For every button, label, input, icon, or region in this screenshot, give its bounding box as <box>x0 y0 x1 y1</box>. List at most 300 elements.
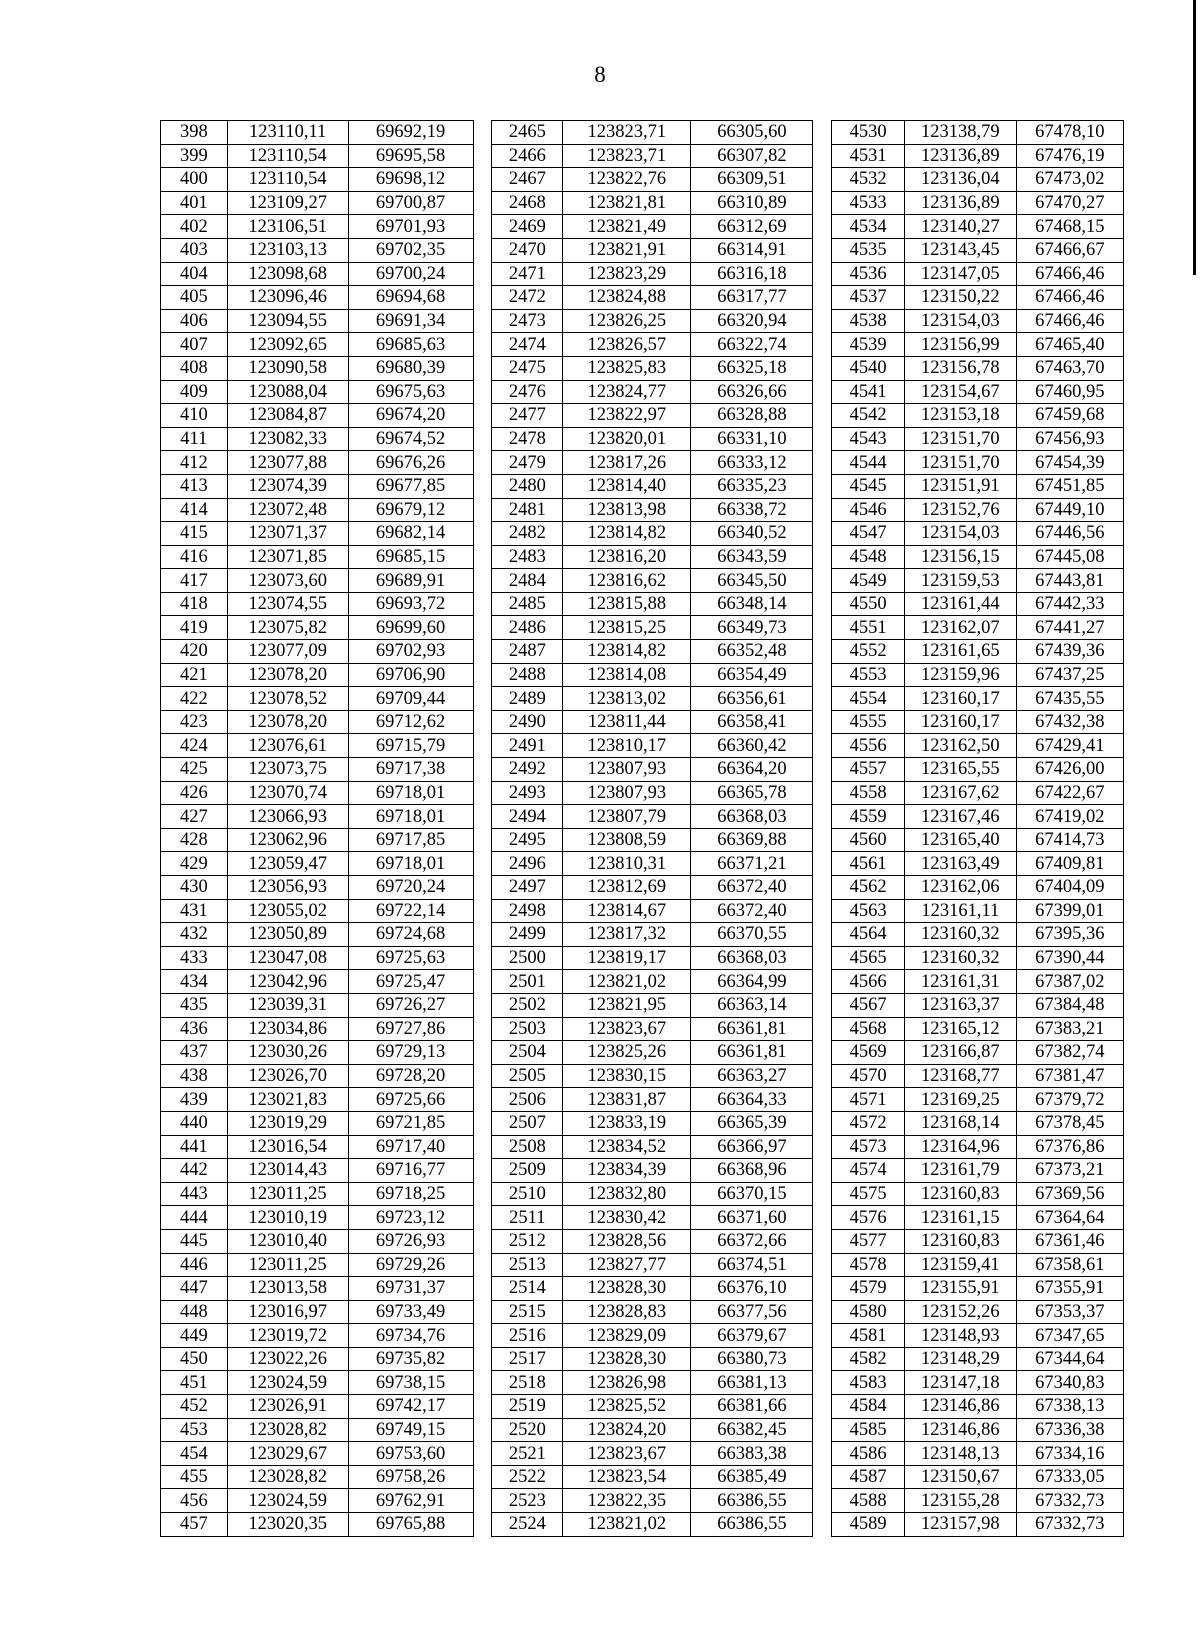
point-number-cell: 2494 <box>492 805 563 829</box>
table-row <box>161 1064 1124 1088</box>
point-number-cell: 2468 <box>492 191 563 215</box>
y-coordinate-cell: 69717,40 <box>348 1135 473 1159</box>
x-coordinate-cell: 123074,55 <box>227 592 348 616</box>
point-number-cell: 4549 <box>832 569 905 593</box>
point-number-cell: 4551 <box>832 616 905 640</box>
y-coordinate-cell: 66326,66 <box>691 380 813 404</box>
x-coordinate-cell: 123070,74 <box>227 781 348 805</box>
x-coordinate-cell: 123823,67 <box>563 1442 691 1466</box>
x-coordinate-cell: 123050,89 <box>227 923 348 947</box>
point-number-cell: 429 <box>161 852 228 876</box>
point-number-cell: 4552 <box>832 640 905 664</box>
y-coordinate-cell: 67378,45 <box>1016 1111 1123 1135</box>
x-coordinate-cell: 123160,32 <box>905 923 1017 947</box>
point-number-cell: 2496 <box>492 852 563 876</box>
y-coordinate-cell: 66309,51 <box>691 168 813 192</box>
y-coordinate-cell: 69700,24 <box>348 262 473 286</box>
point-number-cell: 2471 <box>492 262 563 286</box>
column-group-separator <box>813 238 832 262</box>
column-group-separator <box>473 1206 492 1230</box>
point-number-cell: 4555 <box>832 710 905 734</box>
point-number-cell: 2510 <box>492 1182 563 1206</box>
y-coordinate-cell: 67399,01 <box>1016 899 1123 923</box>
table-row <box>161 876 1124 900</box>
table-row <box>161 1347 1124 1371</box>
column-group-separator <box>813 663 832 687</box>
x-coordinate-cell: 123151,91 <box>905 474 1017 498</box>
y-coordinate-cell: 69717,38 <box>348 758 473 782</box>
point-number-cell: 398 <box>161 121 228 145</box>
x-coordinate-cell: 123148,13 <box>905 1442 1017 1466</box>
x-coordinate-cell: 123146,86 <box>905 1395 1017 1419</box>
x-coordinate-cell: 123164,96 <box>905 1135 1017 1159</box>
point-number-cell: 419 <box>161 616 228 640</box>
column-group-separator <box>473 1347 492 1371</box>
column-group-separator <box>473 1064 492 1088</box>
y-coordinate-cell: 69753,60 <box>348 1442 473 1466</box>
x-coordinate-cell: 123823,71 <box>563 144 691 168</box>
x-coordinate-cell: 123077,88 <box>227 451 348 475</box>
y-coordinate-cell: 69677,85 <box>348 474 473 498</box>
x-coordinate-cell: 123039,31 <box>227 993 348 1017</box>
point-number-cell: 427 <box>161 805 228 829</box>
y-coordinate-cell: 66386,55 <box>691 1513 813 1537</box>
x-coordinate-cell: 123165,40 <box>905 828 1017 852</box>
point-number-cell: 448 <box>161 1300 228 1324</box>
column-group-separator <box>813 121 832 145</box>
y-coordinate-cell: 69695,58 <box>348 144 473 168</box>
y-coordinate-cell: 67340,83 <box>1016 1371 1123 1395</box>
point-number-cell: 2483 <box>492 545 563 569</box>
y-coordinate-cell: 66328,88 <box>691 404 813 428</box>
column-group-separator <box>813 616 832 640</box>
x-coordinate-cell: 123822,35 <box>563 1489 691 1513</box>
point-number-cell: 412 <box>161 451 228 475</box>
column-group-separator <box>813 191 832 215</box>
point-number-cell: 450 <box>161 1347 228 1371</box>
y-coordinate-cell: 66352,48 <box>691 640 813 664</box>
x-coordinate-cell: 123814,67 <box>563 899 691 923</box>
point-number-cell: 421 <box>161 663 228 687</box>
column-group-separator <box>473 191 492 215</box>
table-row <box>161 1182 1124 1206</box>
column-group-separator <box>473 522 492 546</box>
table-row <box>161 1111 1124 1135</box>
table-row <box>161 710 1124 734</box>
y-coordinate-cell: 66380,73 <box>691 1347 813 1371</box>
point-number-cell: 443 <box>161 1182 228 1206</box>
point-number-cell: 2523 <box>492 1489 563 1513</box>
column-group-separator <box>473 1513 492 1537</box>
point-number-cell: 446 <box>161 1253 228 1277</box>
column-group-separator <box>813 333 832 357</box>
y-coordinate-cell: 67336,38 <box>1016 1418 1123 1442</box>
y-coordinate-cell: 67460,95 <box>1016 380 1123 404</box>
x-coordinate-cell: 123106,51 <box>227 215 348 239</box>
column-group-separator <box>813 993 832 1017</box>
y-coordinate-cell: 66348,14 <box>691 592 813 616</box>
y-coordinate-cell: 69725,63 <box>348 946 473 970</box>
point-number-cell: 4544 <box>832 451 905 475</box>
y-coordinate-cell: 67441,27 <box>1016 616 1123 640</box>
point-number-cell: 2495 <box>492 828 563 852</box>
point-number-cell: 4563 <box>832 899 905 923</box>
x-coordinate-cell: 123021,83 <box>227 1088 348 1112</box>
x-coordinate-cell: 123151,70 <box>905 427 1017 451</box>
x-coordinate-cell: 123028,82 <box>227 1465 348 1489</box>
x-coordinate-cell: 123034,86 <box>227 1017 348 1041</box>
x-coordinate-cell: 123834,39 <box>563 1159 691 1183</box>
column-group-separator <box>473 710 492 734</box>
x-coordinate-cell: 123094,55 <box>227 309 348 333</box>
x-coordinate-cell: 123821,91 <box>563 238 691 262</box>
point-number-cell: 4587 <box>832 1465 905 1489</box>
point-number-cell: 428 <box>161 828 228 852</box>
x-coordinate-cell: 123072,48 <box>227 498 348 522</box>
point-number-cell: 431 <box>161 899 228 923</box>
point-number-cell: 2491 <box>492 734 563 758</box>
table-row <box>161 238 1124 262</box>
column-group-separator <box>813 1017 832 1041</box>
y-coordinate-cell: 66379,67 <box>691 1324 813 1348</box>
point-number-cell: 2465 <box>492 121 563 145</box>
x-coordinate-cell: 123059,47 <box>227 852 348 876</box>
x-coordinate-cell: 123823,67 <box>563 1017 691 1041</box>
point-number-cell: 2522 <box>492 1465 563 1489</box>
point-number-cell: 4532 <box>832 168 905 192</box>
x-coordinate-cell: 123815,88 <box>563 592 691 616</box>
point-number-cell: 2503 <box>492 1017 563 1041</box>
table-row <box>161 663 1124 687</box>
y-coordinate-cell: 66372,66 <box>691 1229 813 1253</box>
x-coordinate-cell: 123161,15 <box>905 1206 1017 1230</box>
y-coordinate-cell: 69676,26 <box>348 451 473 475</box>
column-group-separator <box>473 121 492 145</box>
y-coordinate-cell: 67446,56 <box>1016 522 1123 546</box>
point-number-cell: 4575 <box>832 1182 905 1206</box>
point-number-cell: 2472 <box>492 286 563 310</box>
y-coordinate-cell: 67390,44 <box>1016 946 1123 970</box>
table-row <box>161 828 1124 852</box>
column-group-separator <box>813 758 832 782</box>
column-group-separator <box>473 828 492 852</box>
column-group-separator <box>473 970 492 994</box>
column-group-separator <box>473 1229 492 1253</box>
point-number-cell: 4578 <box>832 1253 905 1277</box>
column-group-separator <box>813 1371 832 1395</box>
x-coordinate-cell: 123807,93 <box>563 781 691 805</box>
y-coordinate-cell: 67422,67 <box>1016 781 1123 805</box>
x-coordinate-cell: 123817,26 <box>563 451 691 475</box>
x-coordinate-cell: 123821,81 <box>563 191 691 215</box>
x-coordinate-cell: 123024,59 <box>227 1489 348 1513</box>
point-number-cell: 2501 <box>492 970 563 994</box>
x-coordinate-cell: 123026,70 <box>227 1064 348 1088</box>
y-coordinate-cell: 69692,19 <box>348 121 473 145</box>
x-coordinate-cell: 123819,17 <box>563 946 691 970</box>
column-group-separator <box>473 1041 492 1065</box>
x-coordinate-cell: 123823,29 <box>563 262 691 286</box>
column-group-separator <box>473 1182 492 1206</box>
x-coordinate-cell: 123161,11 <box>905 899 1017 923</box>
point-number-cell: 422 <box>161 687 228 711</box>
x-coordinate-cell: 123161,44 <box>905 592 1017 616</box>
table-row <box>161 970 1124 994</box>
x-coordinate-cell: 123160,17 <box>905 710 1017 734</box>
column-group-separator <box>813 1489 832 1513</box>
x-coordinate-cell: 123160,32 <box>905 946 1017 970</box>
point-number-cell: 415 <box>161 522 228 546</box>
column-group-separator <box>473 1465 492 1489</box>
y-coordinate-cell: 69679,12 <box>348 498 473 522</box>
point-number-cell: 4536 <box>832 262 905 286</box>
y-coordinate-cell: 66322,74 <box>691 333 813 357</box>
y-coordinate-cell: 69729,13 <box>348 1041 473 1065</box>
point-number-cell: 4576 <box>832 1206 905 1230</box>
column-group-separator <box>473 852 492 876</box>
x-coordinate-cell: 123071,85 <box>227 545 348 569</box>
y-coordinate-cell: 67465,40 <box>1016 333 1123 357</box>
x-coordinate-cell: 123824,77 <box>563 380 691 404</box>
point-number-cell: 4562 <box>832 876 905 900</box>
x-coordinate-cell: 123152,26 <box>905 1300 1017 1324</box>
y-coordinate-cell: 66361,81 <box>691 1041 813 1065</box>
point-number-cell: 4530 <box>832 121 905 145</box>
y-coordinate-cell: 67381,47 <box>1016 1064 1123 1088</box>
y-coordinate-cell: 69727,86 <box>348 1017 473 1041</box>
table-row <box>161 1229 1124 1253</box>
x-coordinate-cell: 123026,91 <box>227 1395 348 1419</box>
column-group-separator <box>473 215 492 239</box>
y-coordinate-cell: 66358,41 <box>691 710 813 734</box>
column-group-separator <box>813 1442 832 1466</box>
point-number-cell: 411 <box>161 427 228 451</box>
y-coordinate-cell: 66372,40 <box>691 876 813 900</box>
y-coordinate-cell: 69702,93 <box>348 640 473 664</box>
y-coordinate-cell: 66382,45 <box>691 1418 813 1442</box>
point-number-cell: 4561 <box>832 852 905 876</box>
point-number-cell: 2520 <box>492 1418 563 1442</box>
x-coordinate-cell: 123076,61 <box>227 734 348 758</box>
y-coordinate-cell: 66371,60 <box>691 1206 813 1230</box>
column-group-separator <box>813 1206 832 1230</box>
table-row <box>161 781 1124 805</box>
point-number-cell: 2473 <box>492 309 563 333</box>
y-coordinate-cell: 67454,39 <box>1016 451 1123 475</box>
x-coordinate-cell: 123833,19 <box>563 1111 691 1135</box>
y-coordinate-cell: 69680,39 <box>348 356 473 380</box>
x-coordinate-cell: 123161,31 <box>905 970 1017 994</box>
column-group-separator <box>473 1159 492 1183</box>
point-number-cell: 404 <box>161 262 228 286</box>
y-coordinate-cell: 67358,61 <box>1016 1253 1123 1277</box>
point-number-cell: 4560 <box>832 828 905 852</box>
y-coordinate-cell: 67449,10 <box>1016 498 1123 522</box>
y-coordinate-cell: 67476,19 <box>1016 144 1123 168</box>
column-group-separator <box>473 144 492 168</box>
table-row <box>161 1395 1124 1419</box>
point-number-cell: 455 <box>161 1465 228 1489</box>
point-number-cell: 4534 <box>832 215 905 239</box>
table-row <box>161 946 1124 970</box>
y-coordinate-cell: 69728,20 <box>348 1064 473 1088</box>
point-number-cell: 4531 <box>832 144 905 168</box>
x-coordinate-cell: 123136,89 <box>905 144 1017 168</box>
column-group-separator <box>813 710 832 734</box>
column-group-separator <box>813 1253 832 1277</box>
column-group-separator <box>473 1300 492 1324</box>
x-coordinate-cell: 123828,56 <box>563 1229 691 1253</box>
x-coordinate-cell: 123826,57 <box>563 333 691 357</box>
x-coordinate-cell: 123814,82 <box>563 640 691 664</box>
x-coordinate-cell: 123159,41 <box>905 1253 1017 1277</box>
x-coordinate-cell: 123074,39 <box>227 474 348 498</box>
x-coordinate-cell: 123822,97 <box>563 404 691 428</box>
x-coordinate-cell: 123147,05 <box>905 262 1017 286</box>
x-coordinate-cell: 123165,55 <box>905 758 1017 782</box>
point-number-cell: 2516 <box>492 1324 563 1348</box>
y-coordinate-cell: 69723,12 <box>348 1206 473 1230</box>
point-number-cell: 4556 <box>832 734 905 758</box>
y-coordinate-cell: 67404,09 <box>1016 876 1123 900</box>
column-group-separator <box>473 168 492 192</box>
point-number-cell: 2514 <box>492 1277 563 1301</box>
y-coordinate-cell: 66381,66 <box>691 1395 813 1419</box>
x-coordinate-cell: 123157,98 <box>905 1513 1017 1537</box>
y-coordinate-cell: 66363,27 <box>691 1064 813 1088</box>
y-coordinate-cell: 67338,13 <box>1016 1395 1123 1419</box>
table-row <box>161 545 1124 569</box>
x-coordinate-cell: 123825,26 <box>563 1041 691 1065</box>
x-coordinate-cell: 123159,96 <box>905 663 1017 687</box>
point-number-cell: 424 <box>161 734 228 758</box>
y-coordinate-cell: 69731,37 <box>348 1277 473 1301</box>
table-row <box>161 569 1124 593</box>
y-coordinate-cell: 67419,02 <box>1016 805 1123 829</box>
point-number-cell: 4583 <box>832 1371 905 1395</box>
point-number-cell: 445 <box>161 1229 228 1253</box>
y-coordinate-cell: 69721,85 <box>348 1111 473 1135</box>
point-number-cell: 4572 <box>832 1111 905 1135</box>
x-coordinate-cell: 123810,31 <box>563 852 691 876</box>
column-group-separator <box>813 1182 832 1206</box>
column-group-separator <box>473 592 492 616</box>
y-coordinate-cell: 66365,78 <box>691 781 813 805</box>
point-number-cell: 2524 <box>492 1513 563 1537</box>
y-coordinate-cell: 67445,08 <box>1016 545 1123 569</box>
x-coordinate-cell: 123162,06 <box>905 876 1017 900</box>
y-coordinate-cell: 67466,46 <box>1016 262 1123 286</box>
y-coordinate-cell: 67443,81 <box>1016 569 1123 593</box>
x-coordinate-cell: 123823,71 <box>563 121 691 145</box>
y-coordinate-cell: 69742,17 <box>348 1395 473 1419</box>
column-group-separator <box>473 545 492 569</box>
table-row <box>161 522 1124 546</box>
x-coordinate-cell: 123160,83 <box>905 1182 1017 1206</box>
x-coordinate-cell: 123073,75 <box>227 758 348 782</box>
point-number-cell: 418 <box>161 592 228 616</box>
point-number-cell: 2521 <box>492 1442 563 1466</box>
table-row <box>161 687 1124 711</box>
x-coordinate-cell: 123828,30 <box>563 1277 691 1301</box>
point-number-cell: 451 <box>161 1371 228 1395</box>
y-coordinate-cell: 67466,46 <box>1016 309 1123 333</box>
x-coordinate-cell: 123831,87 <box>563 1088 691 1112</box>
y-coordinate-cell: 69702,35 <box>348 238 473 262</box>
x-coordinate-cell: 123824,88 <box>563 286 691 310</box>
point-number-cell: 4540 <box>832 356 905 380</box>
y-coordinate-cell: 66343,59 <box>691 545 813 569</box>
x-coordinate-cell: 123103,13 <box>227 238 348 262</box>
y-coordinate-cell: 67459,68 <box>1016 404 1123 428</box>
table-row <box>161 215 1124 239</box>
x-coordinate-cell: 123066,93 <box>227 805 348 829</box>
point-number-cell: 2469 <box>492 215 563 239</box>
y-coordinate-cell: 69762,91 <box>348 1489 473 1513</box>
point-number-cell: 4569 <box>832 1041 905 1065</box>
x-coordinate-cell: 123024,59 <box>227 1371 348 1395</box>
y-coordinate-cell: 69701,93 <box>348 215 473 239</box>
point-number-cell: 417 <box>161 569 228 593</box>
x-coordinate-cell: 123092,65 <box>227 333 348 357</box>
x-coordinate-cell: 123816,62 <box>563 569 691 593</box>
point-number-cell: 2505 <box>492 1064 563 1088</box>
table-row <box>161 262 1124 286</box>
column-group-separator <box>473 1324 492 1348</box>
column-group-separator <box>813 427 832 451</box>
y-coordinate-cell: 69718,01 <box>348 805 473 829</box>
point-number-cell: 438 <box>161 1064 228 1088</box>
y-coordinate-cell: 67426,00 <box>1016 758 1123 782</box>
point-number-cell: 425 <box>161 758 228 782</box>
point-number-cell: 2493 <box>492 781 563 805</box>
table-row <box>161 1041 1124 1065</box>
table-row <box>161 640 1124 664</box>
point-number-cell: 4550 <box>832 592 905 616</box>
x-coordinate-cell: 123814,40 <box>563 474 691 498</box>
y-coordinate-cell: 66338,72 <box>691 498 813 522</box>
y-coordinate-cell: 69675,63 <box>348 380 473 404</box>
x-coordinate-cell: 123019,29 <box>227 1111 348 1135</box>
x-coordinate-cell: 123138,79 <box>905 121 1017 145</box>
y-coordinate-cell: 67395,36 <box>1016 923 1123 947</box>
x-coordinate-cell: 123162,07 <box>905 616 1017 640</box>
y-coordinate-cell: 67451,85 <box>1016 474 1123 498</box>
y-coordinate-cell: 66385,49 <box>691 1465 813 1489</box>
point-number-cell: 4554 <box>832 687 905 711</box>
y-coordinate-cell: 66381,13 <box>691 1371 813 1395</box>
point-number-cell: 2490 <box>492 710 563 734</box>
point-number-cell: 2512 <box>492 1229 563 1253</box>
y-coordinate-cell: 69726,93 <box>348 1229 473 1253</box>
column-group-separator <box>473 404 492 428</box>
y-coordinate-cell: 66364,33 <box>691 1088 813 1112</box>
y-coordinate-cell: 69691,34 <box>348 309 473 333</box>
point-number-cell: 2498 <box>492 899 563 923</box>
x-coordinate-cell: 123162,50 <box>905 734 1017 758</box>
x-coordinate-cell: 123073,60 <box>227 569 348 593</box>
point-number-cell: 434 <box>161 970 228 994</box>
column-group-separator <box>813 309 832 333</box>
point-number-cell: 4558 <box>832 781 905 805</box>
y-coordinate-cell: 66325,18 <box>691 356 813 380</box>
y-coordinate-cell: 66383,38 <box>691 1442 813 1466</box>
column-group-separator <box>473 923 492 947</box>
column-group-separator <box>813 828 832 852</box>
x-coordinate-cell: 123042,96 <box>227 970 348 994</box>
x-coordinate-cell: 123812,69 <box>563 876 691 900</box>
y-coordinate-cell: 69682,14 <box>348 522 473 546</box>
